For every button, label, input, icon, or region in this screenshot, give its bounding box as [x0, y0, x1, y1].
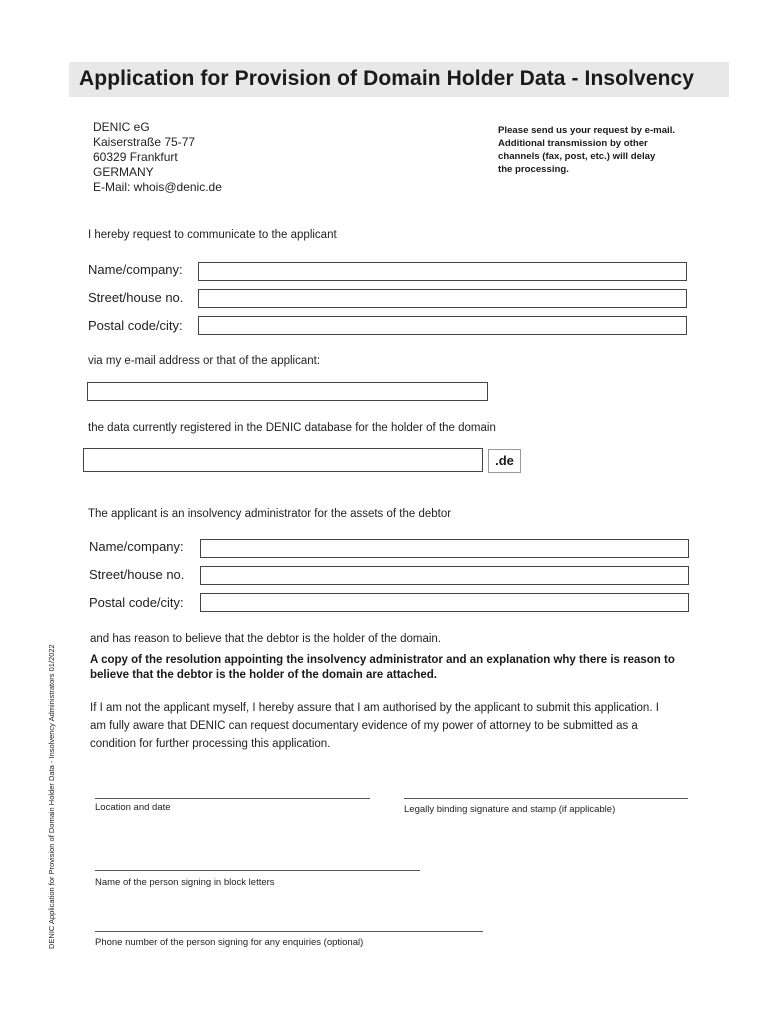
debtor-postal-field[interactable]: [200, 593, 689, 612]
debtor-street-field[interactable]: [200, 566, 689, 585]
signature-line[interactable]: [404, 798, 688, 799]
phone-label: Phone number of the person signing for any enquiries (optional): [95, 937, 364, 948]
domain-field[interactable]: [83, 448, 483, 472]
side-footer-text: DENIC Application for Provision of Domain Holder Data - Insolvency Administrators 01/2022: [47, 644, 56, 949]
block-name-line[interactable]: [95, 870, 420, 871]
debtor-postal-label: Postal code/city:: [89, 595, 184, 610]
address-line: DENIC eG: [93, 120, 150, 134]
applicant-postal-field[interactable]: [198, 316, 687, 335]
phone-line[interactable]: [95, 931, 483, 932]
assurance-line: am fully aware that DENIC can request documentary evidence of my power of attorney to be submitted as a: [90, 720, 638, 732]
domain-suffix: .de: [488, 449, 521, 473]
assurance-text: [90, 699, 730, 753]
address-email: E-Mail: whois@denic.de: [93, 180, 222, 194]
denic-address: [93, 120, 222, 195]
debtor-name-field[interactable]: [200, 539, 689, 558]
notice-line: channels (fax, post, etc.) will delay: [498, 151, 656, 162]
debtor-name-label: Name/company:: [89, 539, 184, 554]
notice-line: the processing.: [498, 164, 569, 175]
assurance-line: condition for further processing this application.: [90, 738, 331, 750]
reason-text: and has reason to believe that the debtor is the holder of the domain.: [90, 633, 441, 645]
applicant-postal-label: Postal code/city:: [88, 318, 183, 333]
signature-label: Legally binding signature and stamp (if applicable): [404, 804, 616, 815]
email-notice: [498, 124, 675, 176]
applicant-name-label: Name/company:: [88, 262, 183, 277]
debtor-intro: The applicant is an insolvency administrator for the assets of the debtor: [88, 508, 452, 520]
applicant-name-field[interactable]: [198, 262, 687, 281]
applicant-street-field[interactable]: [198, 289, 687, 308]
applicant-intro: I hereby request to communicate to the applicant: [88, 229, 337, 241]
attachment-note: [90, 653, 735, 683]
location-date-line[interactable]: [95, 798, 370, 799]
debtor-street-label: Street/house no.: [89, 567, 185, 582]
block-name-label: Name of the person signing in block letters: [95, 877, 275, 888]
address-line: 60329 Frankfurt: [93, 150, 178, 164]
page-title: Application for Provision of Domain Holder Data - Insolvency: [79, 67, 695, 90]
notice-line: Please send us your request by e-mail.: [498, 125, 676, 136]
email-field[interactable]: [87, 382, 488, 401]
attachment-note-line: believe that the debtor is the holder of the domain are attached.: [90, 669, 437, 681]
address-line: Kaiserstraße 75-77: [93, 135, 196, 149]
location-date-label: Location and date: [95, 802, 171, 813]
applicant-street-label: Street/house no.: [88, 290, 184, 305]
address-line: GERMANY: [93, 165, 154, 179]
attachment-note-line: A copy of the resolution appointing the insolvency administrator and an explanation why there is reason to: [90, 654, 675, 666]
domain-intro: the data currently registered in the DENIC database for the holder of the domain: [88, 422, 496, 434]
email-intro: via my e-mail address or that of the applicant:: [88, 355, 321, 367]
notice-line: Additional transmission by other: [498, 138, 648, 149]
assurance-line: If I am not the applicant myself, I hereby assure that I am authorised by the applicant to submit this application. I: [90, 702, 659, 714]
